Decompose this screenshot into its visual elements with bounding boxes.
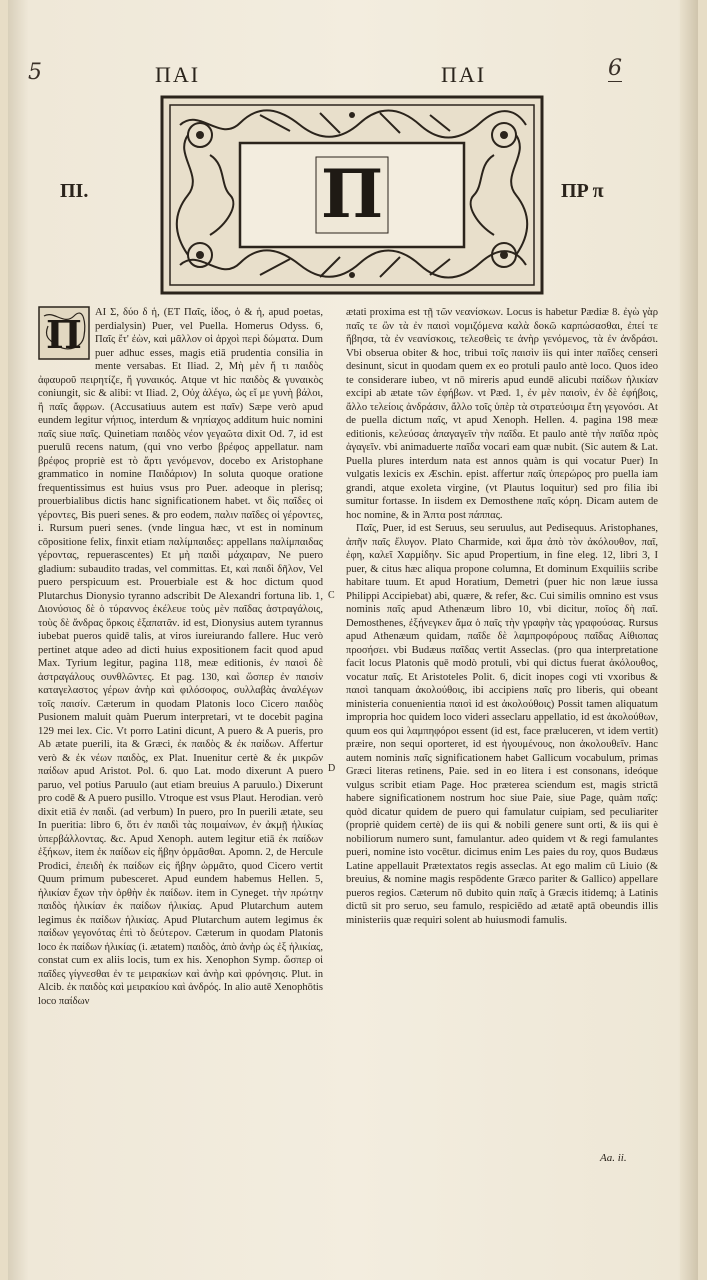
page-number-right: 6	[608, 56, 622, 81]
decorated-initial-icon	[38, 306, 90, 360]
running-head-left: ΠΑΙ	[155, 62, 201, 87]
book-page	[8, 0, 698, 1280]
margin-letter-c: C	[328, 590, 335, 601]
left-column-text: ΑΙ Σ, δύο δ ἡ, (ΕΤ Παῖς, ἰδος, ὁ & ἡ, apud poetas, perdialysin) Puer, vel Puella. Homerus Odyss. 6, Παῖς ἔτ' ἐὼν, καὶ μᾶλλον οἱ ἀρχοὶ περὶ δώματα. Dum puer adhuc esses, magis etiā prudentia consilia in mente versabas. Et Iliad. 2, Μὴ μὲν ἤ τι παιδὸς ἀφαυροῦ πειρητίζε, ἤ γυναικός. Atque vt hic παιδὸς & γυναικὸς coniungit, sic & alibi: vt Iliad. 2, Οὐχ ἀλέγω, ὡς εἴ με γυνὴ βάλοι, ἢ παῖς ἄφρων. (Accusatiuus autem est παῖν) Sæpe verò apud eundem legitur νήπιος, interdum & νηπίαχος additum huic nomini παῖς siue παῖς. Quinetiam παιδὸς νέον γεγαῶτα dixit Od. 7, id est puerulū recens natum, (qui vno verbo βρέφος appellatur. nam βρέφος propriè est τὸ ἄρτι γενόμενον, docebo ex Aristophane grammatico in nomine Παιδάριον) In soluta quoque oratione frequentissimus est huius vsus pro Puer. adeoque in plerisq; prouerbialibus dictis hanc significationem habet. vt δὶς παῖδες οἱ γέροντες, Bis pueri senes. & pro eodem, παλιν παῖδες οἱ γέροντες, i. Rursum pueri senes. (vnde lingua hæc, vt est in nominum cōpositione felix, finxit etiam παλίμπαιδες: appellans παλίμπαιδας γέροντας, repuerascentes) Et μὴ παιδὶ μάχαιραν, Ne puero gladium: subaudito tradas, vel committas. Et, καὶ παιδὶ δῆλον, Vel puero perspicuum est. Prouerbiale est & hoc dictum quod Plutarchus Dionysio tyranno adscribit De Alexandri fortuna lib. 1, Διονύσιος δὲ ὁ τύραννος ἐκέλευε τοὺς μὲν παῖδας ἀστραγάλοις, τοὺς δὲ ἄνδρας ὅρκοις ἐξαπατᾶν. id est, Dionysius autem tyrannus iubebat pueros quidē talis, at viros iureiurando fallere. Huc verò pertinet atque adeo ad dicti huius expositionem facit quod apud Max. Tyrium legitur, pagina 118, meæ editionis, ἐν παισὶ δὲ ἀστραγάλους συνθλῶντες. Et pag. 130, καὶ ὥσπερ ἐν παισὶν καταγελαστος γέρων ἀνὴρ καὶ φιλόσοφος, συλλαβὰς ἀναλέγων τοῖς παισίν. Cæterum in quodam Platonis loco Cicero παιδὸς Pusionem maluit quàm Puerum interpretari, vt te docebit pagina 129 mei lex. Cic. Vt porro Latini dicunt, A puero & A pueris, pro Ab ætate puerili, ita & Græci, ἐκ παιδὸς & ἐκ παίδων. Affertur verò & ἐκ νέων παιδὸς, ex Plat. Inuenitur certè & ἐκ μικρῶν παίδων apud Aristot. Pol. 6. quo Lat. modo dixerunt A puero paruo, vel potius Paruulo (aut etiam breuius A paruulo.) Dixerunt pro codē & A puero pusillo. Vtroque est vsus Plaut. Herodian. verò dixit etiā ἐν παιδὶ. (ad verbum) In puero, pro In puerili ætate, seu In pueritia: libro 6, ὅτι ἐν παιδὶ τὰς ποιμαίνων, ἐν ἀκμῇ ἡλικίας ὑπερβάλλοντας. &c. Apud Xenoph. autem legitur etiā ἐκ παίδων ἐξήκων, item ἐκ παίδων εἰς ἥβην ὁρμᾶσθαι. Apomn. 2, de Hercule Prodici, ἐπειδὴ ἐκ παίδων εἰς ἥβην ὡρμᾶτο, quod Cicero vertit Quum primum pubesceret. Apud eundem habemus Hellen. 5, ἡλικίαν ἔχων τὴν ὀρθὴν ἐκ παίδων. item in Cyneget. τὴν πρώτην παιδὸς ἡλικίαν ἐκ παίδων ἡλικίας. Apud Plutarchum autem legimus ἐκ παίδων ἡλικίας. Apud Plutarchum autem legimus ἐκ παίδων γεγονότας ἐπὶ τὸ δεύτερον. Cæterum in quodam Platonis loco ἐκ παίδων ἡλικίας (i. ætatem) παιδὸς, ἀπὸ ἀνὴρ ὡς ἐξ ἡλικίας, constat cum ex aliis locis, tum ex his. Xenophon Symp. ὥσπερ οἱ παῖδες γίγνεσθαι ἐν τε μειρακίων καὶ ἀνὴρ καὶ φρόνησις. Plut. in Alcib. ἐκ παιδὸς καὶ μειρακίου καὶ ἀνδρός. In alio autē Xenophōtis loco παίδων	[38, 307, 323, 1007]
ornament-side-left: ΠΙ.	[60, 180, 89, 202]
page-number-left: 5	[28, 60, 42, 85]
ornament-side-right: ΠΡ π	[561, 180, 604, 202]
signature-mark: Aa. ii.	[600, 1152, 627, 1164]
page-edge	[680, 0, 698, 1280]
right-column-paragraph: Παῖς, Puer, id est Seruus, seu seruulus, aut Pedisequus. Aristophanes, ἀπῆν παῖς ἔλυγον. Plato Charmide, καὶ ἄμα ἀπὸ τὸν ἀκόλουθον, παῖ, ἐφη, καλεῖ Χαρμίδην. Sic apud Propertium, in fine eleg. 12, libri 3, I puer, & citus hæc aliqua propone columna, Et dominum Exquiliis scribe habitare tuum. Et apud Horatium, Demetri (puer hic non læue iussa Philippi Accipiebat) abi, quære, & refer, &c. Cui similis omnino est vsus nominis παῖς apud Athenæum libro 10, vbi dicitur, ποῖος δὴ παῖ. Demosthenes, ἐξήνεγκεν ἄμα ὁ παῖς τὴν γραφὴν τὰς γραφούσας. Rursus apud Athenæum quidam, παῖδε δὲ λαμπροφόρους παῖδας Αἰθιοπας προσήσει. vbi Budæus παῖδας vertit Asseclas. (pro qua interpretatione facit locus Platonis quē modò protuli, vbi qui dictus fuerat ἀκόλουθος, vocatur παῖς. Et Aristoteles Polit. 6, dicit inopes cogi vti vxoribus & παισὶ tanquam ἀκολούθοις, ibi accipiens παῖς pro liberis, qui obeant ministeria conuenientia παισὶ id est ἀκολούθοις) Possit tamen aliquatum impropria hoc quidem loco videri asseclaru appellatio, id est ἀκολούθων, quum eos qui λαμπηφόροι essent (id est, face præluceren, vt idem vertit) præire, non sequi oporteret, id est ἡγουμένους, non ἀκολουθεῖν. Hanc autem nominis παῖς significationem habet Gallicum vocabulum, primas Græci literas retinens, Paie. sed in eo litera i est consonans, ideóque vulgus scribit etiam Page. Hoc præterea sciendum est, magis strictā habere significationem nostrum hoc siue Paie, siue Page, quàm παῖς: quòd dicatur quidem de puero qui famulatur cuipiam, sed peculiariter (propriè quidem certè) de iis qui & nobili genere sunt orti, & iis qui è nobiliorum numero sunt, famulantur. adeo quidem vt & regi famulantes pueri, nomine isto vocētur. dicimus enim Les paies du roy, quos Budæus Latine appellauit Prætextatos regis asseclas. At ego malim cū Liuio (& breuius, & nomine magis respōdente Græco pariter & Gallico) appellare pueros regios. Cæterum nō dubito quin παῖς à Græcis itidemq; à Latinis dictū sit pro seruo, seu famulo, respiciēdo ad ætatē aptā obeundis illis ministeriis quæ requiri solent ab huiusmodi famulis.	[346, 523, 658, 926]
margin-letter-d: D	[328, 763, 336, 774]
woodcut-ornament-frame	[160, 95, 544, 295]
ornament-initial: Π	[320, 155, 384, 233]
right-column-paragraph: ætati proxima est τῇ τῶν νεανίσκων. Locus is habetur Pædiæ 8. ἐγὼ γὰρ παῖς τε ὢν τὰ ἐν παισὶ νομιζόμενα καλὰ δοκῶ καρπώσασθαι, ἐπεί τε ἥβησα, τὰ ἐν νεανίσκοις, τελεσθεὶς τε ἀνὴρ γενόμενος, τὰ ἐν ἀνδράσι. Vbi obserua obiter & hoc, tribui τοῖς παισὶν iis qui inter παῖδες censeri desinunt, sicut in quodam quem ex eo protuli paulo antè loco. Quos ideo te considerare iubeo, vt nō mireris apud eundē alicubi παίδων ἡλικίαν excipi ab ætate τῶν ἐφήβων. vt Pæd. 1, ἐν μὲν παισὶν, ἐν δὲ ἐφήβοις, ἄλλο τελείοις ἀνδράσιν, ἄλλο τοῖς ὑπὲρ τὰ στρατεύσιμα ἔτη γεγονόσι. At de puella dictum παῖς, vt apud Xenoph. Hellen. 4. pagina 198 meæ editionis, κελεύσας ἀπαγαγεῖν τὴν παῖδα. Et paulo antè τὴν παῖδα πρὸς ἀγαγεῖν. vbi animaduerte παῖδα vocari eam quæ nubit. (Sic autem & Lat. Puella plures interdum nata est annos quàm is qui vocatur Puer) In vulgatis lexicis ex Æschin. epist. affertur παῖς ὑπερώρος pro puella iam grandi, atque exoleta virgine, (vt Plautus loquitur) sed pro filia ibi sumitur fortasse. In iisdem ex Demosthene παῖς κόρη. Dicam autem de hoc nomine, & in Ἀπτα post πάππας.	[346, 307, 658, 521]
running-head-right: ΠΑΙ	[441, 62, 487, 87]
left-column	[38, 306, 323, 1008]
right-column	[346, 306, 658, 927]
svg-text:Π: Π	[46, 312, 82, 357]
